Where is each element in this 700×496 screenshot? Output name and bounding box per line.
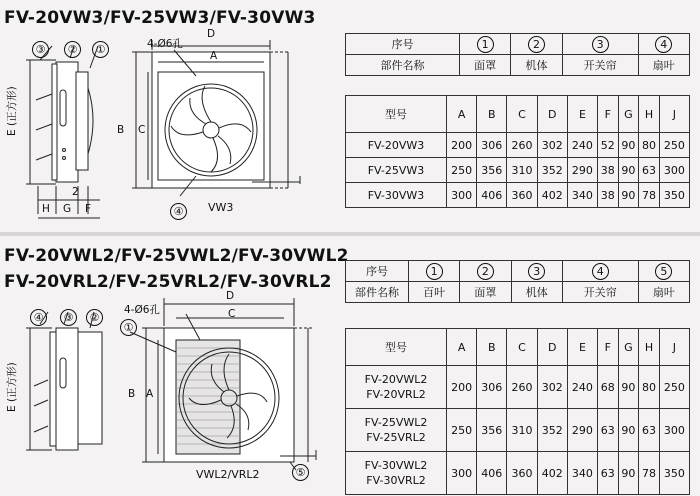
value-cell: 310	[507, 409, 537, 452]
dim-b: B	[128, 388, 136, 400]
value-cell: 63	[639, 409, 660, 452]
value-cell: 350	[659, 452, 689, 495]
value-cell: 38	[598, 183, 619, 208]
parts-table-vw3	[345, 33, 690, 76]
model-cell: FV-30VWL2 FV-30VRL2	[346, 452, 447, 495]
dims-header-row	[346, 329, 690, 366]
value-cell: 302	[537, 366, 567, 409]
parts-row-label: 部件名称	[346, 55, 460, 76]
value-cell: 300	[447, 183, 477, 208]
value-cell: 78	[639, 452, 660, 495]
dim-two: 2	[72, 186, 79, 198]
part-name-cell: 扇叶	[638, 282, 689, 303]
dim-d: D	[226, 290, 235, 302]
part-number-cell: 4	[638, 34, 689, 55]
dims-header-cell: D	[537, 329, 567, 366]
value-cell: 38	[598, 158, 619, 183]
table-row	[346, 452, 690, 495]
page-title-vw3: FV-20VW3/FV-25VW3/FV-30VW3	[4, 8, 316, 28]
dims-header-model: 型号	[346, 329, 447, 366]
parts-number-row	[346, 34, 690, 55]
part-name-cell: 扇叶	[638, 55, 689, 76]
value-cell: 340	[567, 183, 597, 208]
value-cell: 80	[639, 133, 660, 158]
table-row	[346, 409, 690, 452]
value-cell: 260	[507, 366, 537, 409]
value-cell: 52	[598, 133, 619, 158]
dims-header-cell: D	[537, 96, 567, 133]
value-cell: 240	[567, 133, 597, 158]
table-row	[346, 133, 690, 158]
drawing-caption-vw3: VW3	[208, 201, 234, 214]
value-cell: 240	[567, 366, 597, 409]
dims-header-cell: J	[659, 329, 689, 366]
hole-label: 4-Ø6孔	[124, 304, 160, 316]
callout-1: ①	[120, 319, 137, 336]
value-cell: 302	[537, 133, 567, 158]
value-cell: 306	[477, 133, 507, 158]
front-view-vwl2	[130, 298, 316, 470]
value-cell: 290	[567, 409, 597, 452]
hole-label: 4-Ø6孔	[147, 38, 183, 50]
value-cell: 356	[477, 158, 507, 183]
dim-d: D	[207, 28, 216, 40]
value-cell: 80	[639, 366, 660, 409]
value-cell: 90	[618, 409, 639, 452]
side-view-vw3	[26, 46, 100, 218]
model-cell: FV-20VW3	[346, 133, 447, 158]
page-title-vwl2-line1: FV-20VWL2/FV-25VWL2/FV-30VWL2	[4, 246, 349, 266]
dim-b: B	[117, 124, 125, 136]
part-number-cell: 2	[460, 261, 511, 282]
dim-a: A	[210, 50, 218, 62]
model-cell: FV-25VWL2 FV-25VRL2	[346, 409, 447, 452]
part-name-cell: 面罩	[460, 282, 511, 303]
dim-a: A	[146, 388, 154, 400]
parts-table-vwl2	[345, 260, 690, 303]
value-cell: 63	[598, 409, 619, 452]
value-cell: 300	[447, 452, 477, 495]
parts-name-row	[346, 282, 690, 303]
value-cell: 306	[477, 366, 507, 409]
part-number-cell: 1	[409, 261, 460, 282]
model-cell: FV-25VW3	[346, 158, 447, 183]
dims-header-row	[346, 96, 690, 133]
parts-name-row	[346, 55, 690, 76]
callout-3: ③	[60, 309, 77, 326]
value-cell: 78	[639, 183, 660, 208]
page-title-vwl2-line2: FV-20VRL2/FV-25VRL2/FV-30VRL2	[4, 272, 332, 292]
panel-vwl2	[0, 236, 700, 496]
dims-header-cell: B	[477, 96, 507, 133]
value-cell: 290	[567, 158, 597, 183]
callout-4: ④	[170, 203, 187, 220]
drawing-vw3	[0, 0, 345, 232]
part-number-cell: 5	[638, 261, 689, 282]
dim-c: C	[138, 124, 146, 136]
side-label: E (正方形)	[6, 86, 18, 136]
value-cell: 350	[659, 183, 689, 208]
part-name-cell: 机体	[511, 282, 562, 303]
dims-header-cell: A	[447, 329, 477, 366]
value-cell: 90	[618, 366, 639, 409]
value-cell: 63	[639, 158, 660, 183]
callout-4: ④	[30, 309, 47, 326]
parts-header: 序号	[346, 261, 409, 282]
dims-header-cell: E	[567, 96, 597, 133]
dims-header-cell: F	[598, 329, 619, 366]
table-row	[346, 158, 690, 183]
part-number-cell: 1	[460, 34, 511, 55]
dims-header-cell: E	[567, 329, 597, 366]
table-row	[346, 183, 690, 208]
dims-header-cell: F	[598, 96, 619, 133]
value-cell: 90	[618, 158, 639, 183]
drawing-vwl2	[0, 236, 345, 496]
panel-vw3	[0, 0, 700, 232]
value-cell: 406	[477, 452, 507, 495]
value-cell: 200	[447, 366, 477, 409]
value-cell: 260	[507, 133, 537, 158]
parts-number-row	[346, 261, 690, 282]
dims-header-cell: B	[477, 329, 507, 366]
dims-header-model: 型号	[346, 96, 447, 133]
part-name-cell: 面罩	[460, 55, 511, 76]
value-cell: 250	[659, 366, 689, 409]
value-cell: 90	[618, 183, 639, 208]
part-name-cell: 开关帘	[562, 282, 638, 303]
side-view-vwl2	[26, 312, 102, 450]
value-cell: 340	[567, 452, 597, 495]
part-name-cell: 机体	[511, 55, 562, 76]
value-cell: 402	[537, 183, 567, 208]
dims-table-vwl2	[345, 328, 690, 495]
value-cell: 310	[507, 158, 537, 183]
value-cell: 402	[537, 452, 567, 495]
callout-3: ③	[32, 41, 49, 58]
parts-row-label: 部件名称	[346, 282, 409, 303]
dim-c: C	[228, 308, 236, 320]
dim-h: H	[42, 203, 50, 215]
dim-g: G	[63, 203, 72, 215]
value-cell: 360	[507, 183, 537, 208]
part-name-cell: 百叶	[409, 282, 460, 303]
dims-header-cell: G	[618, 329, 639, 366]
callout-2: ②	[86, 309, 103, 326]
callout-5: ⑤	[292, 464, 309, 481]
value-cell: 356	[477, 409, 507, 452]
callout-1: ①	[92, 41, 109, 58]
part-number-cell: 3	[511, 261, 562, 282]
drawing-caption-vwl2: VWL2/VRL2	[196, 468, 260, 481]
value-cell: 352	[537, 158, 567, 183]
value-cell: 250	[447, 158, 477, 183]
value-cell: 250	[659, 133, 689, 158]
dims-header-cell: G	[618, 96, 639, 133]
value-cell: 200	[447, 133, 477, 158]
dims-header-cell: H	[639, 329, 660, 366]
side-label: E (正方形)	[6, 362, 18, 412]
value-cell: 250	[447, 409, 477, 452]
part-number-cell: 4	[562, 261, 638, 282]
table-row	[346, 366, 690, 409]
value-cell: 90	[618, 452, 639, 495]
value-cell: 406	[477, 183, 507, 208]
dims-header-cell: A	[447, 96, 477, 133]
value-cell: 300	[659, 409, 689, 452]
dims-header-cell: H	[639, 96, 660, 133]
value-cell: 360	[507, 452, 537, 495]
value-cell: 90	[618, 133, 639, 158]
dims-table-vw3	[345, 95, 690, 208]
value-cell: 68	[598, 366, 619, 409]
dim-f: F	[85, 203, 92, 215]
dims-header-cell: C	[507, 96, 537, 133]
value-cell: 63	[598, 452, 619, 495]
part-number-cell: 3	[562, 34, 638, 55]
parts-header: 序号	[346, 34, 460, 55]
part-number-cell: 2	[511, 34, 562, 55]
model-cell: FV-20VWL2 FV-20VRL2	[346, 366, 447, 409]
part-name-cell: 开关帘	[562, 55, 638, 76]
dims-header-cell: C	[507, 329, 537, 366]
callout-2: ②	[64, 41, 81, 58]
dims-header-cell: J	[659, 96, 689, 133]
value-cell: 352	[537, 409, 567, 452]
front-view-vw3	[132, 40, 300, 196]
model-cell: FV-30VW3	[346, 183, 447, 208]
value-cell: 300	[659, 158, 689, 183]
